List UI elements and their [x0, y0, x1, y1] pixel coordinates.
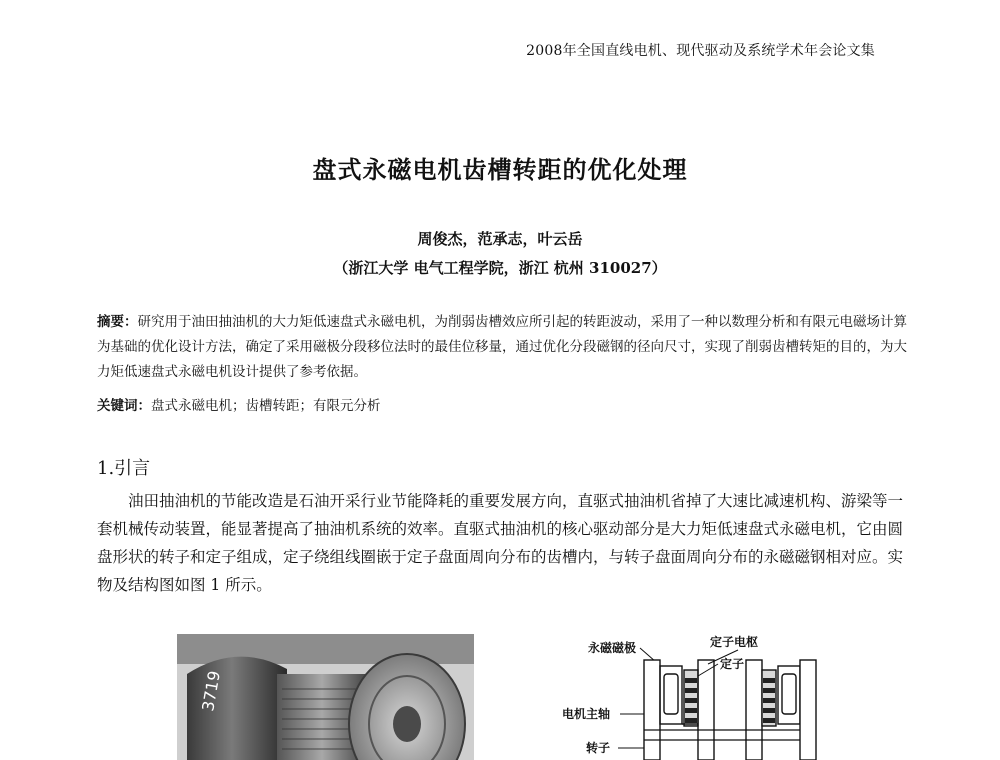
keywords-text: 盘式永磁电机；齿槽转距；有限元分析 [151, 398, 381, 414]
structure-diagram [560, 630, 820, 760]
keywords [97, 395, 907, 417]
label-shaft: 电机主轴 [562, 707, 611, 721]
label-magnet: 永磁磁极 [588, 641, 637, 655]
label-stator: 定子 [720, 657, 745, 671]
running-head: 2008年全国直线电机、现代驱动及系统学术年会论文集 [526, 43, 875, 59]
paper-title: 盘式永磁电机齿槽转距的优化处理 [312, 156, 688, 184]
section-heading: 1.引言 [97, 458, 151, 479]
intro-paragraph: 油田抽油机的节能改造是石油开采行业节能降耗的重要发展方向，直驱式抽油机省掉了大速比减速机构、游梁等一套机械传动装置，能显著提高了抽油机系统的效率。直驱式抽油机的核心驱动部分是大力矩低速盘式永磁电机，它由圆盘形状的转子和定子组成，定子绕组线圈嵌于定子盘面周向分布的齿槽内，与转子盘面周向分布的永磁磁钢相对应。实物及结构图如图 1 所示。 [97, 492, 904, 594]
abstract-text: 研究用于油田抽油机的大力矩低速盘式永磁电机，为削弱齿槽效应所引起的转距波动，采用了一种以数理分析和有限元电磁场计算为基础的优化设计方法，确定了采用磁极分段移位法时的最佳位移量，通过优化分段磁钢的径向尺寸，实现了削弱齿槽转矩的目的，为大力矩低速盘式永磁电机设计提供了参考依据。 [97, 314, 907, 380]
author-list: 周俊杰，范承志，叶云岳 [417, 230, 583, 248]
keywords-label: 关键词： [97, 398, 151, 414]
structure-diagram-drawing [560, 630, 820, 760]
label-rotor: 转子 [586, 741, 611, 755]
motor-photo-drawing [177, 634, 474, 760]
affiliation: （浙江大学 电气工程学院，浙江 杭州 310027） [333, 259, 667, 277]
abstract-label: 摘要： [97, 314, 138, 330]
motor-photo [177, 634, 474, 760]
photo-marking: 3719 [198, 669, 225, 713]
abstract [97, 310, 907, 385]
label-armature: 定子电枢 [710, 635, 759, 649]
